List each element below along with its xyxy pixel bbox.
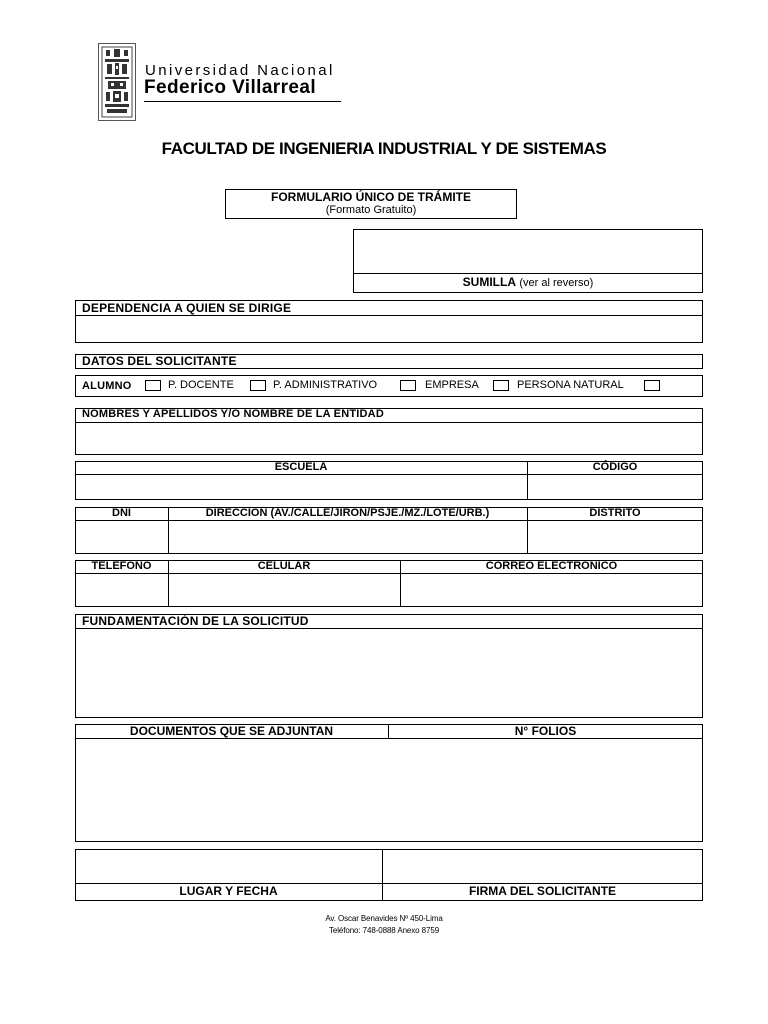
dni-label: DNI (112, 507, 131, 519)
celular-label: CELULAR (257, 560, 311, 572)
fundamentacion-input[interactable] (76, 629, 702, 717)
option-administrativo-label: P. ADMINISTRATIVO (273, 379, 378, 391)
direccion-label: DIRECCION (AV./CALLE/JIRON/PSJE./MZ./LOTE/URB.) (205, 507, 490, 519)
checkbox-empresa[interactable] (493, 380, 509, 391)
option-empresa-label: EMPRESA (425, 379, 479, 391)
university-name-line1: Universidad Nacional (145, 62, 335, 79)
sumilla-label-note: (ver al reverso) (519, 277, 594, 289)
dependencia-input[interactable] (76, 316, 702, 342)
firma-label: FIRMA DEL SOLICITANTE (468, 884, 617, 898)
documentos-input[interactable] (76, 739, 702, 841)
sumilla-label-bold: SUMILLA (462, 275, 516, 289)
distrito-input[interactable] (528, 521, 702, 553)
checkbox-docente[interactable] (250, 380, 266, 391)
celular-input[interactable] (169, 574, 399, 606)
form-subtitle: (Formato Gratuito) (325, 204, 417, 216)
telefono-input[interactable] (76, 574, 167, 606)
folios-label: N° FOLIOS (514, 724, 577, 738)
checkbox-alumno[interactable] (145, 380, 161, 391)
option-alumno-label: ALUMNO (82, 380, 132, 392)
university-seal-logo (98, 43, 136, 121)
checkbox-natural[interactable] (644, 380, 660, 391)
dni-input[interactable] (76, 521, 167, 553)
correo-label: CORREO ELECTRONICO (485, 560, 618, 572)
option-natural-label: PERSONA NATURAL (517, 379, 624, 391)
codigo-input[interactable] (528, 475, 702, 499)
lugar-fecha-label: LUGAR Y FECHA (179, 884, 278, 898)
firma-input[interactable] (383, 850, 702, 883)
option-docente-label: P. DOCENTE (168, 379, 234, 391)
direccion-input[interactable] (169, 521, 526, 553)
logo-underline (144, 101, 341, 102)
footer-phone: Teléfono: 748-0888 Anexo 8759 (328, 926, 440, 935)
form-title: FORMULARIO ÚNICO DE TRÁMITE (271, 190, 471, 204)
dependencia-label: DEPENDENCIA A QUIEN SE DIRIGE (82, 301, 292, 315)
escuela-input[interactable] (76, 475, 526, 499)
sumilla-label (353, 275, 703, 289)
escuela-label: ESCUELA (274, 461, 328, 473)
solicitante-label: DATOS DEL SOLICITANTE (82, 354, 237, 368)
fundamentacion-label: FUNDAMENTACIÓN DE LA SOLICITUD (82, 614, 309, 628)
codigo-label: CÓDIGO (592, 461, 638, 473)
lugar-fecha-input[interactable] (76, 850, 381, 883)
distrito-label: DISTRITO (589, 507, 641, 519)
nombres-label: NOMBRES Y APELLIDOS Y/O NOMBRE DE LA ENTIDAD (82, 408, 384, 420)
telefono-label: TELEFONO (91, 560, 152, 572)
nombres-input[interactable] (76, 423, 702, 454)
university-name-line2: Federico Villarreal (144, 77, 317, 98)
documentos-label: DOCUMENTOS QUE SE ADJUNTAN (129, 724, 334, 738)
faculty-title: FACULTAD DE INGENIERIA INDUSTRIAL Y DE SISTEMAS (161, 139, 607, 158)
checkbox-administrativo[interactable] (400, 380, 416, 391)
footer-address: Av. Oscar Benavides Nº 450-Lima (325, 914, 443, 923)
sumilla-input[interactable] (354, 230, 702, 273)
sumilla-divider (353, 273, 703, 274)
correo-input[interactable] (401, 574, 702, 606)
